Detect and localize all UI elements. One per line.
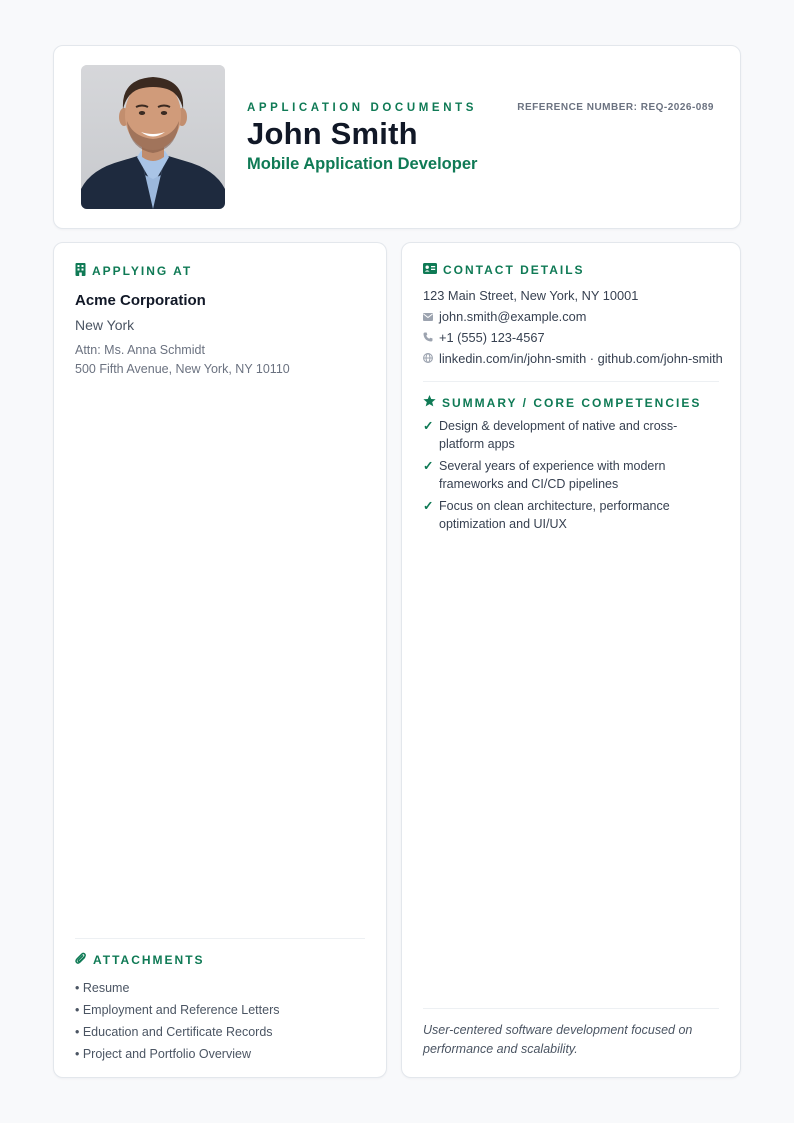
check-icon: ✓ [423, 459, 434, 473]
contact-links[interactable]: linkedin.com/in/john-smith · github.com/john-smith [423, 348, 719, 369]
paperclip-icon [75, 952, 87, 968]
contact-email[interactable]: john.smith@example.com [423, 306, 719, 327]
contact-heading [423, 263, 719, 277]
phone-icon [423, 327, 433, 348]
applying-card [53, 242, 387, 1078]
list-item: ✓ Several years of experience with modern frameworks and CI/CD pipelines [423, 459, 666, 491]
applying-heading [75, 263, 365, 279]
divider [423, 381, 719, 382]
contact-phone[interactable]: +1 (555) 123-4567 [423, 327, 719, 348]
check-icon: ✓ [423, 419, 434, 433]
attachments-list [75, 977, 365, 1065]
profile-photo [81, 65, 225, 209]
check-icon: ✓ [423, 499, 434, 513]
attachments-heading-label: ATTACHMENTS [93, 953, 205, 967]
envelope-icon [423, 306, 433, 327]
document-eyebrow: APPLICATION DOCUMENTS [247, 102, 477, 114]
list-item: • Employment and Reference Letters [75, 1003, 280, 1017]
list-item: ✓ Design & development of native and cross-platform apps [423, 419, 678, 451]
contact-heading-label: CONTACT DETAILS [443, 263, 585, 277]
summary-heading-label: SUMMARY / CORE COMPETENCIES [442, 395, 702, 410]
building-icon [75, 263, 86, 279]
header-card [53, 45, 741, 229]
applicant-name: John Smith [247, 116, 418, 151]
summary-heading [423, 395, 719, 410]
recipient-attn: Attn: Ms. Anna Schmidt [75, 343, 205, 357]
list-item: • Resume [75, 981, 130, 995]
company-address: 500 Fifth Avenue, New York, NY 10110 [75, 362, 290, 376]
applicant-role: Mobile Application Developer [247, 155, 478, 173]
contact-address: 123 Main Street, New York, NY 10001 [423, 288, 639, 303]
contact-card [401, 242, 741, 1078]
company-city: New York [75, 317, 135, 333]
globe-icon [423, 348, 433, 369]
summary-tagline: User-centered software development focused on performance and scalability. [423, 1008, 719, 1059]
star-icon [423, 395, 436, 410]
attachments-heading [75, 952, 365, 968]
list-item: • Education and Certificate Records [75, 1025, 273, 1039]
attachments-section [75, 938, 365, 1065]
list-item: ✓ Focus on clean architecture, performance optimization and UI/UX [423, 499, 670, 531]
list-item: • Project and Portfolio Overview [75, 1047, 251, 1061]
competencies-list [423, 417, 719, 533]
applying-heading-label: APPLYING AT [92, 264, 193, 278]
reference-number: REFERENCE NUMBER: REQ-2026-089 [517, 102, 714, 113]
company-name: Acme Corporation [75, 292, 206, 309]
id-card-icon [423, 263, 437, 277]
